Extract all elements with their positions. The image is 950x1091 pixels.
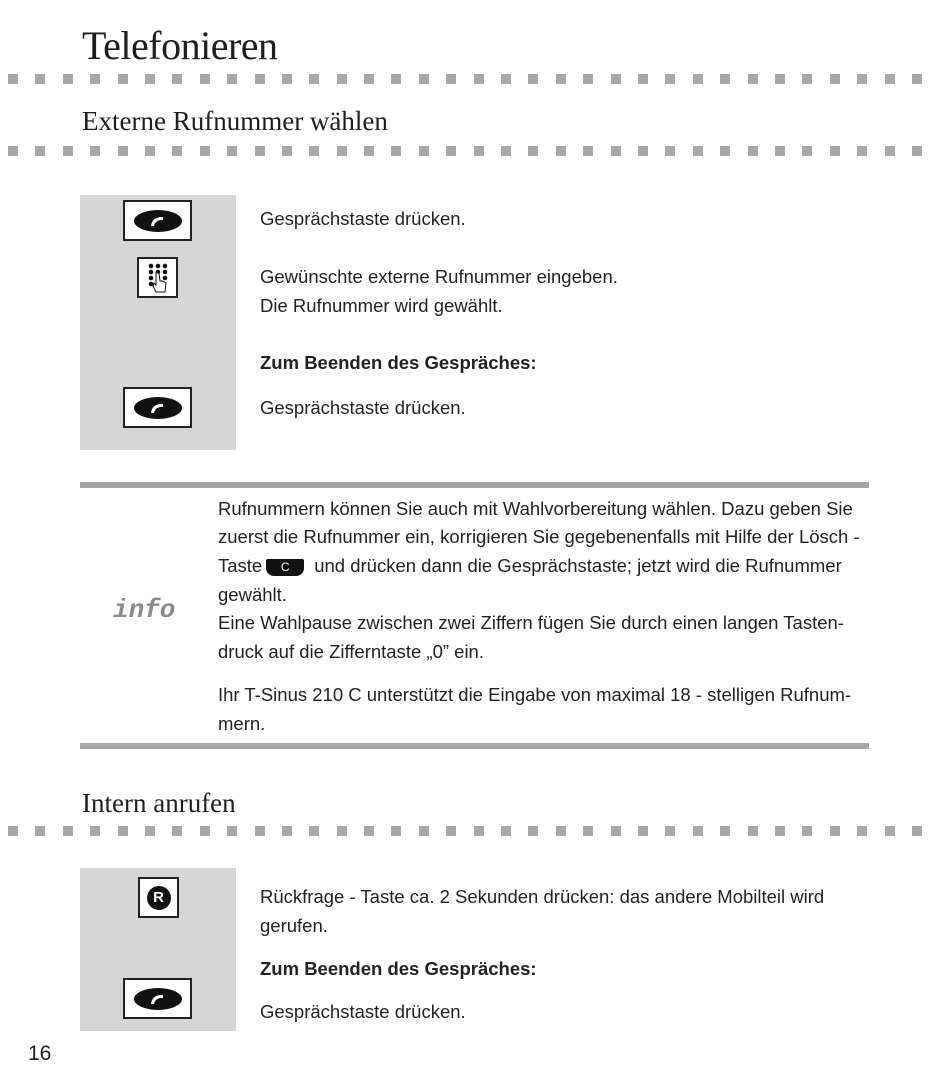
icon-panel <box>80 868 236 1031</box>
info-text: Eine Wahlpause zwischen zwei Ziffern fügen Sie durch einen langen Tasten- <box>218 612 844 633</box>
dotted-divider <box>0 146 950 158</box>
c-key-icon: C <box>266 559 304 576</box>
info-text: druck auf die Zifferntaste „0” ein. <box>218 641 484 662</box>
info-bottom-rule <box>80 743 869 749</box>
info-text: mern. <box>218 713 266 734</box>
page-number: 16 <box>28 1042 52 1065</box>
step-subheading: Zum Beenden des Gespräches: <box>260 958 537 979</box>
info-text: Rufnummern können Sie auch mit Wahlvorbereitung wählen. Dazu geben Sie <box>218 498 853 519</box>
keypad-icon <box>137 257 178 298</box>
info-text: gewählt. <box>218 584 287 605</box>
dotted-divider <box>0 74 950 86</box>
step-text: Rückfrage - Taste ca. 2 Sekunden drücken: das andere Mobilteil wird <box>260 886 825 907</box>
step-text: Gesprächstaste drücken. <box>260 1001 466 1022</box>
step-subheading: Zum Beenden des Gespräches: <box>260 352 537 373</box>
step-text: Die Rufnummer wird gewählt. <box>260 295 503 316</box>
page-title: Telefonieren <box>82 23 278 68</box>
call-key-icon <box>123 200 192 241</box>
info-text: zuerst die Rufnummer ein, korrigieren Sie gegebenenfalls mit Hilfe der Lösch - <box>218 526 860 547</box>
dotted-divider <box>0 826 950 838</box>
step-text: gerufen. <box>260 915 328 936</box>
section-heading-internal: Intern anrufen <box>82 788 236 818</box>
step-text: Gewünschte externe Rufnummer eingeben. <box>260 266 618 287</box>
info-text: und drücken dann die Gesprächstaste; jetzt wird die Rufnummer <box>314 555 842 576</box>
section-heading-external: Externe Rufnummer wählen <box>82 106 388 136</box>
info-text: Ihr T-Sinus 210 C unterstützt die Eingabe von maximal 18 - stelligen Rufnum- <box>218 684 852 705</box>
icon-panel <box>80 195 236 450</box>
step-text: Gesprächstaste drücken. <box>260 208 466 229</box>
call-key-icon <box>123 387 192 428</box>
info-label: info <box>113 595 176 625</box>
call-key-icon <box>123 978 192 1019</box>
r-key-icon: R <box>138 877 179 918</box>
info-text: Taste <box>218 555 263 576</box>
info-top-rule <box>80 482 869 488</box>
step-text: Gesprächstaste drücken. <box>260 397 466 418</box>
info-text-line <box>218 551 842 580</box>
